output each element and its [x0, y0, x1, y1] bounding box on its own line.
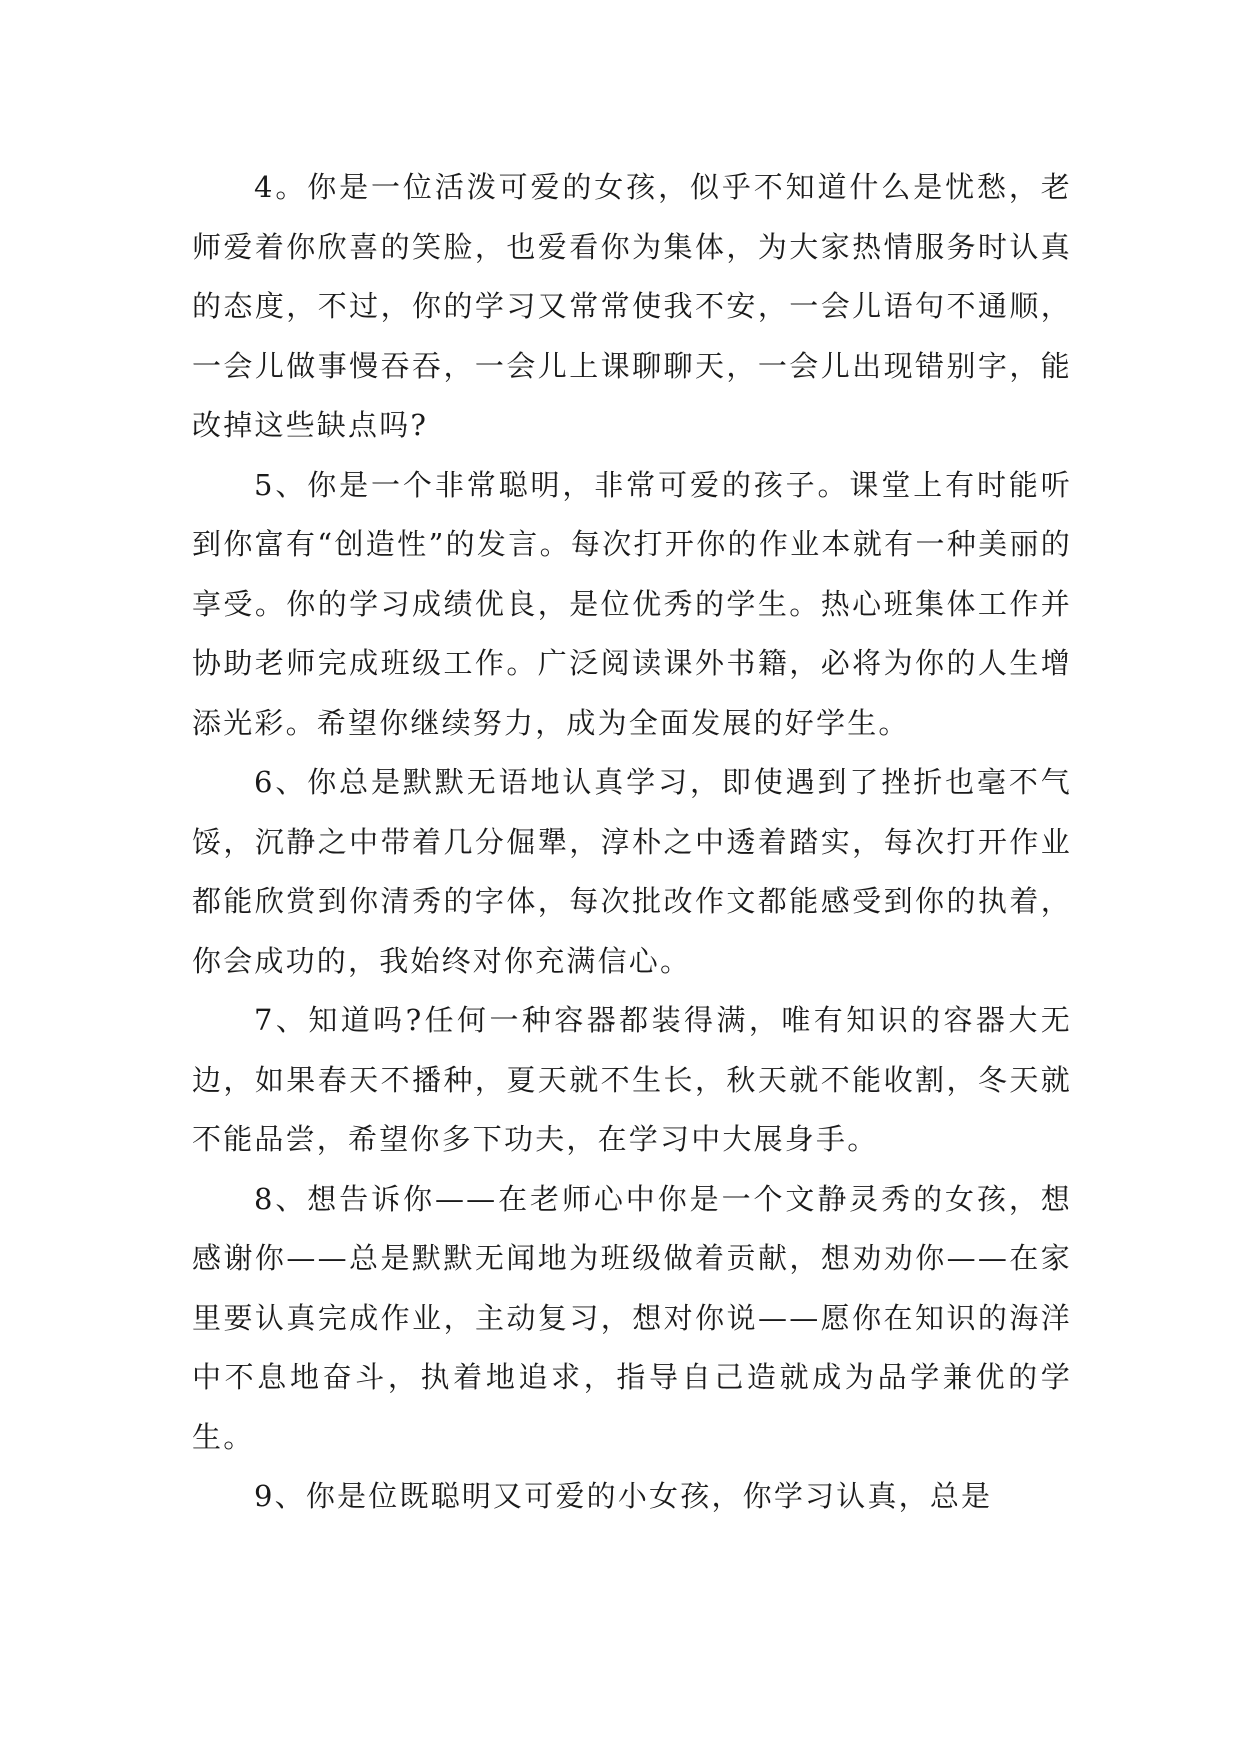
paragraph-5: 5、你是一个非常聪明，非常可爱的孩子。课堂上有时能听到你富有“创造性”的发言。每次打开你的作业本就有一种美丽的享受。你的学习成绩优良，是位优秀的学生。热心班集体工作并协助老师完成班级工作。广泛阅读课外书籍，必将为你的人生增添光彩。希望你继续努力，成为全面发展的好学生。: [192, 467, 1072, 740]
paragraph-8: 8、想告诉你——在老师心中你是一个文静灵秀的女孩，想感谢你——总是默默无闻地为班级做着贡献，想劝劝你——在家里要认真完成作业，主动复习，想对你说——愿你在知识的海洋中不息地奋斗，执着地追求，指导自己造就成为品学兼优的学生。: [192, 1181, 1072, 1454]
document-body: [192, 158, 1072, 1527]
paragraph-7: 7、知道吗?任何一种容器都装得满，唯有知识的容器大无边，如果春天不播种，夏天就不生长，秋天就不能收割，冬天就不能品尝，希望你多下功夫，在学习中大展身手。: [192, 1003, 1072, 1156]
paragraph-9: 9、你是位既聪明又可爱的小女孩，你学习认真，总是: [254, 1479, 993, 1513]
paragraph-4: 4。你是一位活泼可爱的女孩，似乎不知道什么是忧愁，老师爱着你欣喜的笑脸，也爱看你为集体，为大家热情服务时认真的态度，不过，你的学习又常常使我不安，一会儿语句不通顺，一会儿做事慢吞吞，一会儿上课聊聊天，一会儿出现错别字，能改掉这些缺点吗?: [192, 170, 1072, 442]
paragraph-6: 6、你总是默默无语地认真学习，即使遇到了挫折也毫不气馁，沉静之中带着几分倔犟，淳朴之中透着踏实，每次打开作业都能欣赏到你清秀的字体，每次批改作文都能感受到你的执着，你会成功的，我始终对你充满信心。: [192, 765, 1072, 978]
